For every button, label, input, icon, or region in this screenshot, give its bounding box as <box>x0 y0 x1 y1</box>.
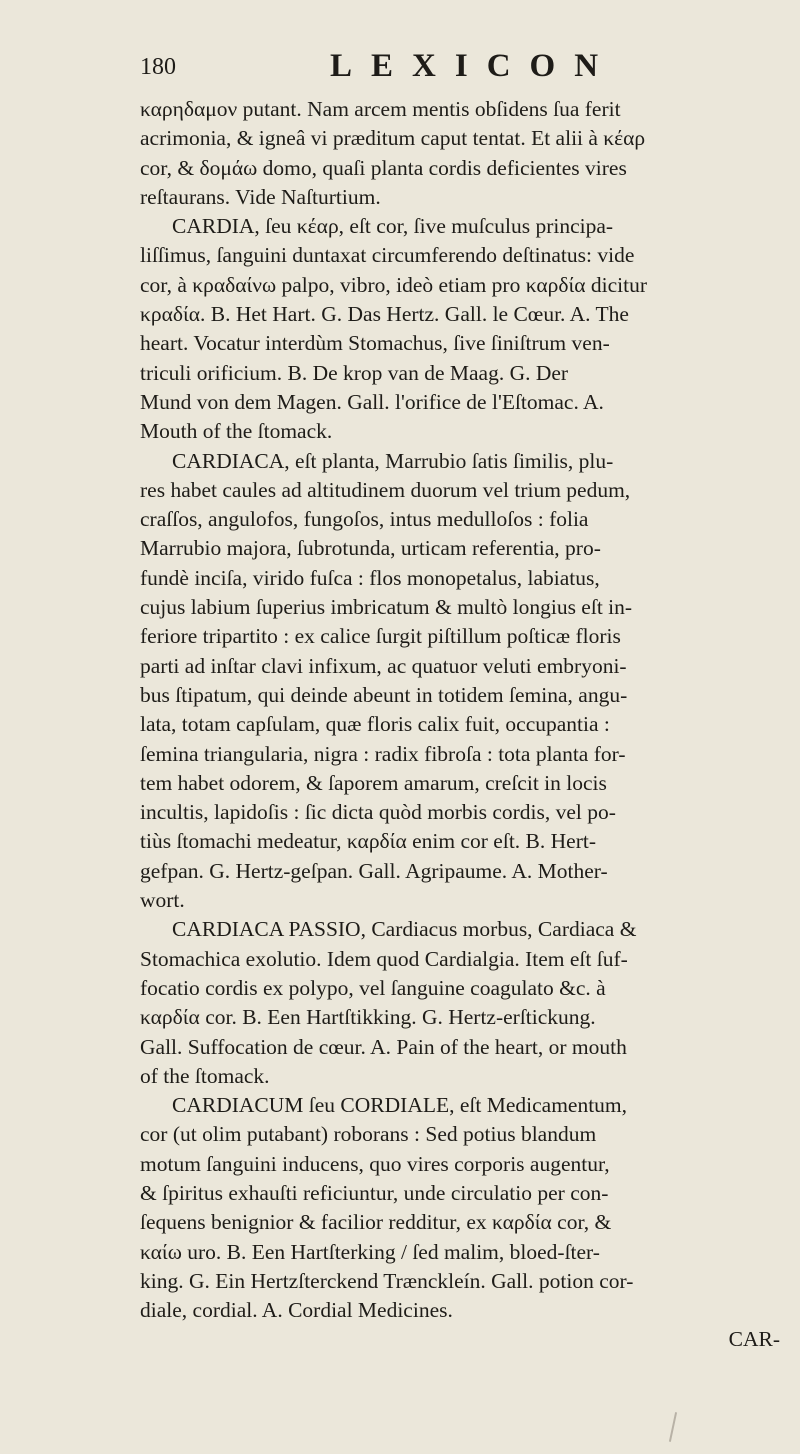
text-line: king. G. Ein Hertzſterckend Trænckleín. Gall. potion cor- <box>140 1268 634 1293</box>
text-line: triculi orificium. B. De krop van de Maag. G. Der <box>140 360 569 385</box>
text-line: reſtaurans. Vide Naſturtium. <box>140 184 381 209</box>
text-line: Gall. Suffocation de cœur. A. Pain of the heart, or mouth <box>140 1034 627 1059</box>
text-line: feriore tripartito : ex calice ſurgit piſtillum poſticæ floris <box>140 624 621 649</box>
running-title: LEXICON <box>330 48 618 84</box>
text-line: tem habet odorem, & ſaporem amarum, creſcit in locis <box>140 770 607 795</box>
text-line: of the ſtomack. <box>140 1063 270 1088</box>
entry-first-line: CARDIACUM ſeu CORDIALE, eſt Medicamentum, <box>172 1093 628 1118</box>
text-line: Mouth of the ſtomack. <box>140 419 333 444</box>
text-line: cor (ut olim putabant) roborans : Sed potius blandum <box>140 1122 597 1147</box>
text-line: καρδία cor. B. Een Hartſtikking. G. Hertz-erſtickung. <box>140 1005 596 1030</box>
text-line: ſemina triangularia, nigra : radix fibroſa : tota planta for- <box>140 741 626 766</box>
text-line: κραδία. B. Het Hart. G. Das Hertz. Gall. le Cœur. A. The <box>140 302 629 327</box>
text-line: incultis, lapidoſis : ſic dicta quòd morbis cordis, vel po- <box>140 800 616 825</box>
text-line: & ſpiritus exhauſti reficiuntur, unde circulatio per con- <box>140 1180 609 1205</box>
text-line: fundè inciſa, virido fuſca : flos monopetalus, labiatus, <box>140 565 600 590</box>
text-line: diale, cordial. A. Cordial Medicines. <box>140 1298 453 1323</box>
text-line: parti ad inſtar clavi infixum, ac quatuor veluti embryoni- <box>140 653 627 678</box>
entry-first-line: CARDIACA, eſt planta, Marrubio ſatis ſimilis, plu- <box>172 448 614 473</box>
entry-first-line: CARDIACA PASSIO, Cardiacus morbus, Cardiaca & <box>172 917 637 942</box>
text-line: craſſos, angulofos, fungoſos, intus medulloſos : folia <box>140 507 589 532</box>
text-line: cor, & δομάω domo, quaſi planta cordis deficientes vires <box>140 155 627 180</box>
ink-mark <box>669 1412 677 1442</box>
text-line: liſſimus, ſanguini duntaxat circumferendo deſtinatus: vide <box>140 243 635 268</box>
text-line: heart. Vocatur interdùm Stomachus, ſive ſiniſtrum ven- <box>140 331 610 356</box>
text-line: focatio cordis ex polypo, vel ſanguine coagulato &c. à <box>140 975 606 1000</box>
text-line: Marrubio majora, ſubrotunda, urticam referentia, pro- <box>140 536 601 561</box>
text-line: wort. <box>140 888 185 913</box>
text-line: lata, totam capſulam, quæ floris calix fuit, occupantia : <box>140 712 610 737</box>
text-line: gefpan. G. Hertz-geſpan. Gall. Agripaume. A. Mother- <box>140 858 608 883</box>
text-line: motum ſanguini inducens, quo vires corporis augentur, <box>140 1151 610 1176</box>
text-line: tiùs ſtomachi medeatur, καρδία enim cor eſt. B. Hert- <box>140 829 596 854</box>
text-line: ſequens benignior & facilior redditur, ex καρδία cor, & <box>140 1210 612 1235</box>
text-line: cujus labium ſuperius imbricatum & multò longius eſt in- <box>140 595 633 620</box>
text-line: Stomachica exolutio. Idem quod Cardialgia. Item eſt ſuf- <box>140 946 628 971</box>
entry-first-line: CARDIA, ſeu κέαρ, eſt cor, ſive muſculus principa- <box>172 214 614 239</box>
text-line: καρηδαμον putant. Nam arcem mentis obſidens ſua ferit <box>140 97 621 121</box>
text-line: bus ſtipatum, qui deinde abeunt in totidem ſemina, angu- <box>140 682 628 707</box>
text-line: Mund von dem Magen. Gall. l'orifice de l'Eſtomac. A. <box>140 389 604 414</box>
text-line: res habet caules ad altitudinem duorum vel trium pedum, <box>140 477 631 502</box>
page-number: 180 <box>140 54 176 80</box>
dictionary-text <box>140 95 790 1355</box>
catchword: CAR- <box>728 1327 780 1352</box>
text-line: καίω uro. B. Een Hartſterking / ſed malim, bloed-ſter- <box>140 1239 600 1264</box>
page-header <box>140 48 800 88</box>
text-line: cor, à κραδαίνω palpo, vibro, ideò etiam pro καρδία dicitur <box>140 272 648 297</box>
text-line: acrimonia, & igneâ vi præditum caput tentat. Et alii à κέαρ <box>140 126 646 151</box>
